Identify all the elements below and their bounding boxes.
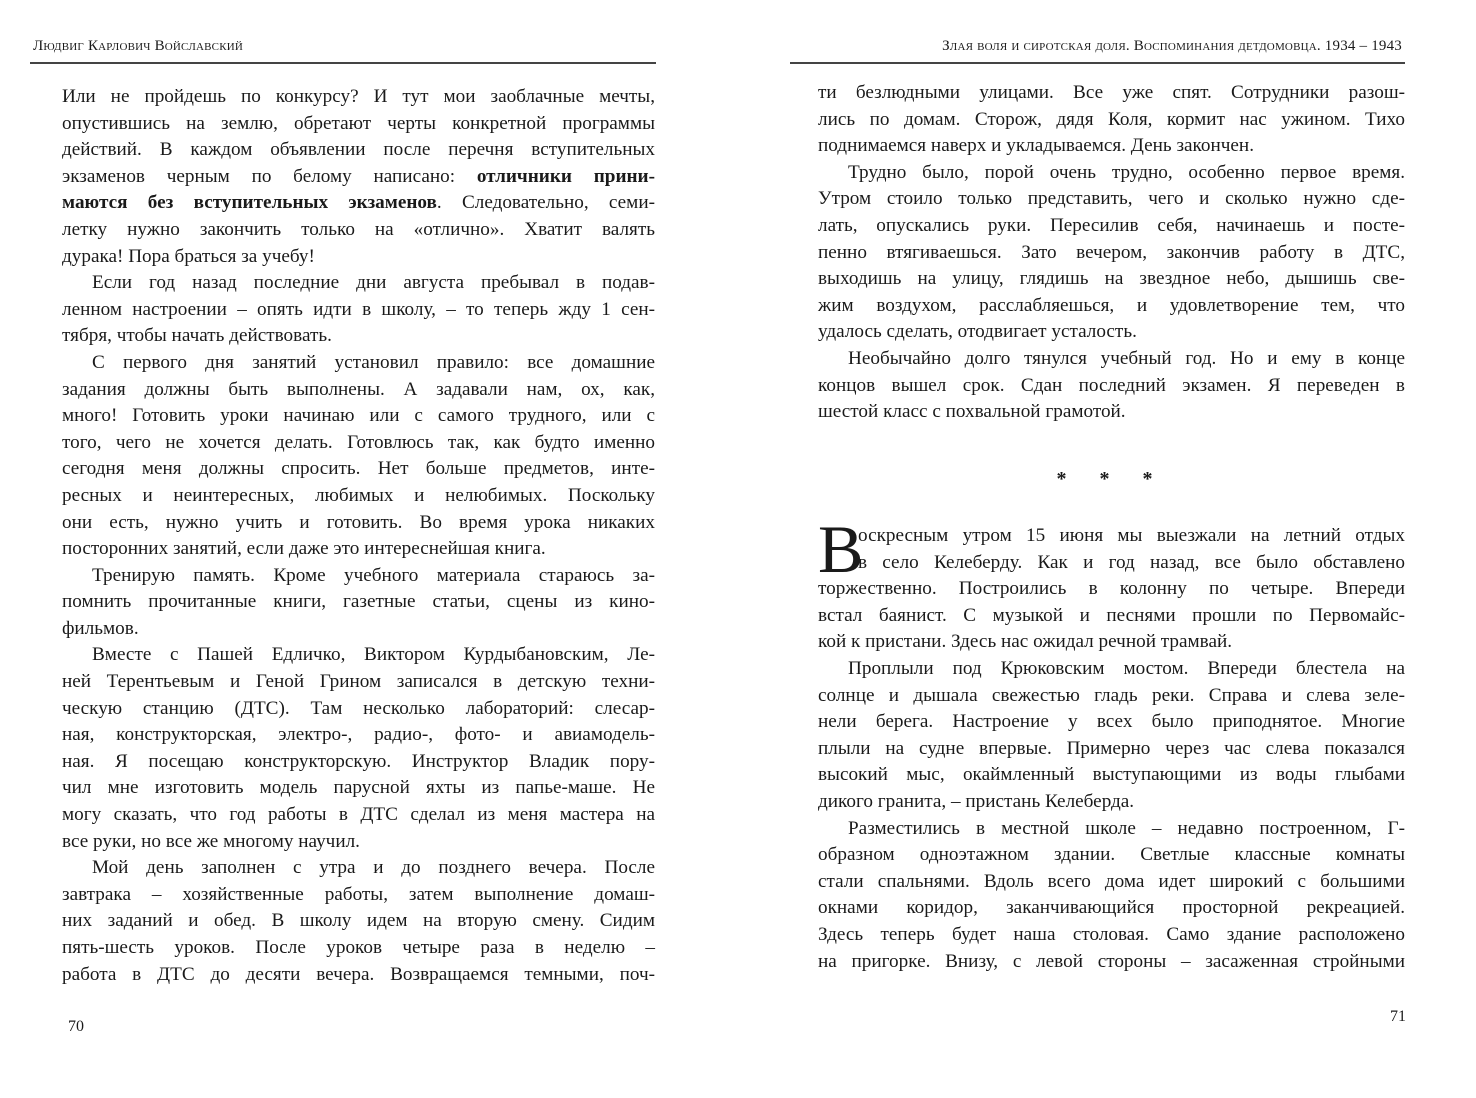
- text-line: фильмов.: [62, 617, 139, 639]
- text-line: посторонних занятий, если даже это интереснейшая книга.: [62, 538, 546, 560]
- text-line: стали спальнями. Вдоль всего дома идет широкий с большими: [818, 870, 1405, 892]
- text-line: Или не пройдешь по конкурсу? И тут мои заоблачные мечты,: [62, 86, 655, 107]
- text-line: действий. В каждом объявлении после перечня вступительных: [62, 139, 655, 161]
- text-line: дикого гранита, – пристань Келеберда.: [818, 790, 1135, 812]
- paragraph: [818, 80, 1405, 160]
- text-line: встал баянист. С музыкой и песнями прошли по Первомайс-: [818, 604, 1405, 626]
- text-line: жим воздухом, расслабляешься, и удовлетворение тем, что: [818, 294, 1405, 316]
- running-head-author: Людвиг Карлович Войславский: [33, 38, 244, 54]
- text-line: пенно втягиваешься. Зато вечером, закончив работу в ДТС,: [818, 241, 1405, 263]
- text-line: ресных и неинтересных, любимых и нелюбимых. Поскольку: [62, 484, 655, 506]
- text-line: оскресным утром 15 июня мы выезжали на летний отдых: [858, 525, 1405, 546]
- body-text: [62, 84, 655, 988]
- text-line: много! Готовить уроки начинаю или с самого трудного, или с: [62, 405, 655, 427]
- text-line: Мой день заполнен с утра и до позднего вечера. После: [92, 857, 655, 879]
- running-head-title: Злая воля и сиротская доля. Воспоминания детдомовца. 1934 – 1943: [942, 38, 1402, 54]
- body-text: [818, 80, 1405, 426]
- text-line: [62, 190, 655, 217]
- text-segment: экзаменов черным по белому написано:: [62, 165, 477, 187]
- text-line: они есть, нужно учить и готовить. Во время урока никаких: [62, 511, 655, 533]
- text-line: в село Келеберду. Как и год назад, все было обставлено: [858, 551, 1405, 573]
- text-line: плыли на судне впервые. Примерно через час слева показался: [818, 737, 1405, 759]
- paragraph: [818, 656, 1405, 816]
- text-line: Тренирую память. Кроме учебного материала стараюсь за-: [92, 564, 655, 586]
- paragraph: [818, 346, 1405, 426]
- text-line: Трудно было, порой очень трудно, особенно первое время.: [848, 161, 1405, 183]
- text-line: на пригорке. Внизу, с левой стороны – засаженная стройными: [818, 950, 1405, 972]
- text-line: ная, конструкторская, электро-, радио-, фото- и авиамодель-: [62, 724, 655, 746]
- text-line: Разместились в местной школе – недавно построенном, Г-: [848, 817, 1405, 839]
- text-line: Здесь теперь будет наша столовая. Само здание расположено: [818, 923, 1405, 945]
- body-text-after-break: [818, 511, 1405, 975]
- right-page: [738, 0, 1476, 1098]
- text-line: окнами коридор, заканчивающийся просторной рекреацией.: [818, 897, 1405, 919]
- text-line: Если год назад последние дни августа пребывал в подав-: [92, 272, 655, 294]
- text-line: поднимаемся наверх и укладываемся. День закончен.: [818, 135, 1254, 157]
- header-rule: [30, 62, 656, 64]
- text-line: ти безлюдными улицами. Все уже спят. Сотрудники разош-: [818, 82, 1405, 103]
- text-line: того, чего не хочется делать. Готовлюсь так, как будто именно: [62, 431, 655, 453]
- text-line: Проплыли под Крюковским мостом. Впереди блестела на: [848, 657, 1405, 679]
- page-number: 70: [68, 1018, 84, 1035]
- text-line: задания должны быть выполнены. А задавали нам, ох, как,: [62, 378, 655, 400]
- text-line: солнце и дышала свежестью гладь реки. Справа и слева зеле-: [818, 684, 1405, 706]
- text-line: ней Терентьевым и Геной Грином записался в детскую техни-: [62, 671, 655, 693]
- paragraph: [818, 816, 1405, 976]
- text-line: торжественно. Построились в колонну по четыре. Впереди: [818, 578, 1405, 600]
- paragraph: [62, 350, 655, 563]
- header-rule: [790, 62, 1405, 64]
- text-line: работа в ДТС до десяти вечера. Возвращаемся темными, поч-: [62, 963, 655, 985]
- text-line: тября, чтобы начать действовать.: [62, 325, 332, 347]
- paragraph: [62, 642, 655, 855]
- paragraph: [62, 84, 655, 270]
- text-line: выходишь на улицу, глядишь на звездное небо, дышишь све-: [818, 268, 1405, 290]
- paragraph: [62, 855, 655, 988]
- text-line: могу сказать, что год работы в ДТС сделал из меня мастера на: [62, 804, 655, 826]
- text-line: чил мне изготовить модель парусной яхты из папье-маше. Не: [62, 777, 655, 799]
- text-line: лись по домам. Сторож, дядя Коля, кормит нас ужином. Тихо: [818, 108, 1405, 130]
- text-line: нели берега. Настроение у всех было приподнятое. Многие: [818, 711, 1405, 733]
- text-line: удалось сделать, отодвигает усталость.: [818, 321, 1137, 343]
- text-line: ческую станцию (ДТС). Там несколько лабораторий: слесар-: [62, 697, 655, 719]
- drop-cap: В: [818, 511, 864, 587]
- paragraph: [62, 563, 655, 643]
- text-line: лать, опускались руки. Пересилив себя, начинаешь и посте-: [818, 214, 1405, 236]
- text-line: них заданий и обед. В школу идем на вторую смену. Сидим: [62, 910, 655, 932]
- text-line: опустившись на землю, обретают черты конкретной программы: [62, 112, 655, 134]
- text-line: дурака! Пора браться за учебу!: [62, 245, 315, 267]
- text-line: С первого дня занятий установил правило: все домашние: [92, 351, 655, 373]
- paragraph: [818, 160, 1405, 346]
- text-line: [62, 164, 655, 191]
- section-break: * * *: [1056, 468, 1167, 490]
- text-line: ленном настроении – опять идти в школу, – то теперь жду 1 сен-: [62, 298, 655, 320]
- text-line: завтрака – хозяйственные работы, затем выполнение домаш-: [62, 883, 655, 905]
- text-line: образном одноэтажном здании. Светлые классные комнаты: [818, 844, 1405, 866]
- text-line: Необычайно долго тянулся учебный год. Но и ему в конце: [848, 347, 1405, 369]
- text-line: летку нужно закончить только на «отлично». Хватит валять: [62, 218, 655, 240]
- text-line: Вместе с Пашей Едличко, Виктором Курдыбановским, Ле-: [92, 644, 655, 666]
- text-line: высокий мыс, окаймленный выступающими из воды глыбами: [818, 764, 1405, 786]
- text-line: помнить прочитанные книги, газетные статьи, сцены из кино-: [62, 591, 655, 613]
- text-line: Утром стоило только представить, чего и сколько нужно сде-: [818, 188, 1405, 210]
- bold-text: маются без вступительных экзаменов: [62, 192, 437, 214]
- paragraph: [818, 511, 1405, 656]
- bold-text: отличники прини-: [476, 165, 656, 187]
- text-line: кой к пристани. Здесь нас ожидал речной трамвай.: [818, 631, 1233, 653]
- text-segment: . Следовательно, семи-: [436, 192, 655, 214]
- text-line: все руки, но все же многому научил.: [62, 830, 360, 852]
- text-line: концов вышел срок. Сдан последний экзамен. Я переведен в: [818, 374, 1405, 396]
- text-line: пять-шесть уроков. После уроков четыре раза в неделю –: [62, 937, 655, 958]
- page-number: 71: [1390, 1008, 1406, 1025]
- text-line: шестой класс с похвальной грамотой.: [818, 401, 1126, 423]
- text-line: сегодня меня должны спросить. Нет больше предметов, инте-: [62, 458, 655, 480]
- text-line: ная. Я посещаю конструкторскую. Инструктор Владик пору-: [62, 750, 655, 772]
- paragraph: [62, 270, 655, 350]
